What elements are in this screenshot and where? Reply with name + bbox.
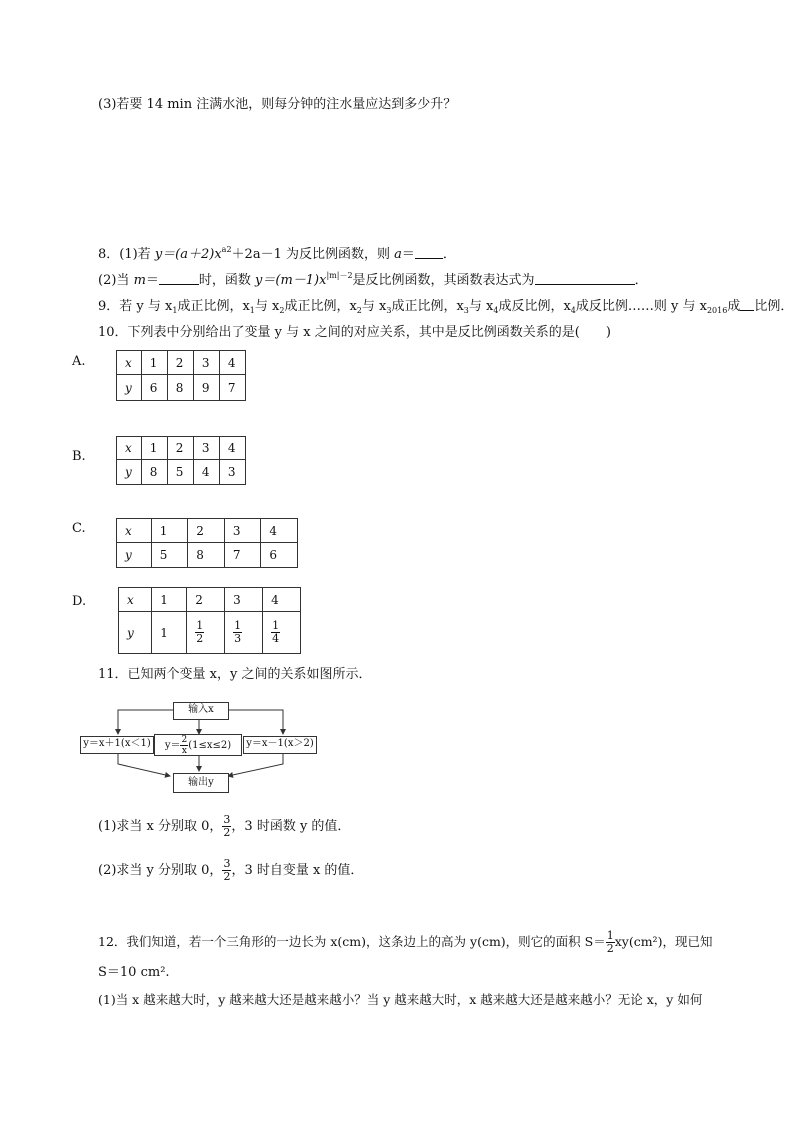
q10-option-c-label: C. [72, 521, 86, 536]
fraction [606, 930, 615, 955]
q8-p2-sup: |m|－2 [326, 271, 353, 280]
q9-t7: 与 x [468, 299, 494, 314]
cell: x [119, 588, 152, 612]
q10-option-d-label: D. [72, 594, 87, 609]
cell: 1 [151, 519, 188, 543]
cell: 4 [263, 588, 301, 612]
cell: 9 [193, 375, 219, 401]
cell: 6 [141, 375, 167, 401]
cell: 1 [141, 351, 167, 375]
q8-p1-eq: ＝ [401, 247, 415, 262]
fraction [195, 620, 204, 645]
q10-option-a-label: A. [72, 354, 86, 369]
q10-option-b-table [116, 436, 246, 485]
q8-p2-mid: 时，函数 [198, 273, 256, 288]
q9-s2: 2 [279, 306, 285, 315]
cell: 4 [219, 437, 245, 460]
cell [225, 612, 263, 654]
numerator: 1 [606, 929, 614, 942]
q8-part1 [98, 246, 456, 263]
q12-part1: (1)当 x 越来越大时，y 越来越大还是越来越小？当 y 越来越大时，x 越来越大还是越来越小？无论 x，y 如何 [98, 992, 703, 1007]
cell: x [117, 519, 152, 543]
cell: y [117, 543, 152, 568]
q8-p1-sup: 2 [226, 245, 232, 254]
q8-p2-blank2[interactable] [535, 272, 635, 285]
q8-p1-end: ． [442, 247, 456, 262]
q9-s3: 3 [386, 306, 392, 315]
cell: 4 [193, 460, 219, 485]
cell: 1 [141, 437, 167, 460]
q9-t6: 成正比例，x [391, 299, 464, 314]
cell: y [117, 375, 142, 401]
cell: 3 [193, 351, 219, 375]
q11-p2-a: (2)求当 y 分别取 0， [98, 863, 223, 878]
q11-p1-b: ，3 时函数 y 的值． [231, 819, 351, 834]
q12-line2: S＝10 cm². [98, 965, 170, 980]
q11-part2 [98, 856, 363, 886]
cell: 2 [167, 351, 193, 375]
q10-option-a-table [116, 350, 246, 401]
denominator: x [181, 746, 187, 756]
q8-p2-text: (2)当 [98, 273, 134, 288]
denominator: 3 [234, 632, 242, 645]
q9-s2016: 2016 [706, 306, 728, 315]
cell: 2 [167, 437, 193, 460]
q9-t4: 成正比例，x [284, 299, 357, 314]
fraction [233, 620, 242, 645]
cell: 3 [219, 460, 245, 485]
numerator: 1 [234, 619, 242, 632]
cell: 8 [167, 375, 193, 401]
numerator: 3 [223, 857, 231, 870]
flow-mid-a: y＝ [164, 740, 181, 751]
cell: 3 [193, 437, 219, 460]
q8-p2-expr: y＝(m－1)x [255, 273, 327, 288]
flow-input-box: 输入x [173, 702, 229, 720]
flow-middle-box [154, 734, 242, 756]
q9-s3b: 3 [463, 306, 469, 315]
q9-s4: 4 [493, 306, 499, 315]
q8-part2 [98, 272, 648, 289]
cell: 5 [167, 460, 193, 485]
q10-option-b-label: B. [72, 449, 86, 464]
q9-t2: 成正比例，x [177, 299, 250, 314]
q8-p1-rest: ＋2a－1 为反比例函数，则 [231, 247, 395, 262]
q11-part1 [98, 812, 350, 842]
cell: x [117, 351, 142, 375]
flow-right-box: y＝x－1(x＞2) [243, 736, 317, 754]
numerator: 2 [181, 735, 188, 745]
denominator: 2 [223, 826, 231, 839]
q9 [98, 298, 793, 315]
q9-s4b: 4 [570, 306, 576, 315]
q8-p1-blank[interactable] [415, 246, 443, 259]
denominator: 2 [223, 870, 231, 883]
q12-stem-b: xy(cm²)，现已知 [614, 934, 713, 949]
numerator: 1 [196, 619, 204, 632]
q7-part3: (3)若要 14 min 注满水池，则每分钟的注水量应达到多少升？ [98, 97, 457, 112]
q12-stem-a: 12．我们知道，若一个三角形的一边长为 x(cm)，这条边上的高为 y(cm)，则它的面积 S＝ [98, 934, 606, 949]
cell: 4 [261, 519, 298, 543]
q9-s2b: 2 [356, 306, 362, 315]
q10-stem: 10．下列表中分别给出了变量 y 与 x 之间的对应关系，其中是反比例函数关系的是( ) [98, 325, 611, 340]
cell: 1 [152, 588, 187, 612]
cell: y [117, 460, 142, 485]
cell: 8 [141, 460, 167, 485]
cell: x [117, 437, 142, 460]
q8-p1-expr: y＝(a＋2)x [154, 247, 222, 262]
q11-p2-b: ，3 时自变量 x 的值． [231, 863, 364, 878]
cell [187, 612, 225, 654]
cell: 2 [188, 519, 225, 543]
q8-p2-eq: ＝ [145, 273, 159, 288]
cell: 7 [219, 375, 245, 401]
q8-p1-text: 8．(1)若 [98, 247, 155, 262]
cell: y [119, 612, 152, 654]
cell: 4 [219, 351, 245, 375]
q9-t3: 与 x [254, 299, 280, 314]
q11-stem: 11．已知两个变量 x，y 之间的关系如图所示． [98, 667, 372, 682]
cell: 3 [224, 519, 261, 543]
flow-mid-b: (1≤x≤2) [188, 740, 232, 751]
cell: 5 [151, 543, 188, 568]
q12-stem [98, 927, 712, 957]
flow-output-box: 输出y [173, 773, 229, 793]
q9-t9: 成反比例……则 y 与 x [575, 299, 707, 314]
q8-p2-end: ． [634, 273, 648, 288]
q8-p2-blank1[interactable] [159, 272, 199, 285]
q8-p2-rest: 是反比例函数，其函数表达式为 [352, 273, 535, 288]
q11-p1-a: (1)求当 x 分别取 0， [98, 819, 223, 834]
q8-p1-var: a [394, 247, 402, 262]
q8-p1-exp: a [221, 245, 227, 254]
q9-t8: 成反比例，x [498, 299, 571, 314]
q10-option-c-table [116, 518, 298, 568]
cell: 1 [152, 612, 187, 654]
numerator: 3 [223, 813, 231, 826]
q10-option-d-table [118, 587, 301, 654]
cell: 2 [187, 588, 225, 612]
q9-blank[interactable] [740, 298, 754, 311]
numerator: 1 [272, 619, 280, 632]
denominator: 2 [606, 942, 614, 955]
q9-t1: 9．若 y 与 x [98, 299, 173, 314]
q9-s1b: 1 [249, 306, 255, 315]
denominator: 2 [196, 632, 204, 645]
cell: 6 [261, 543, 298, 568]
fraction [271, 620, 280, 645]
cell: 7 [224, 543, 261, 568]
q9-t10: 成 [727, 299, 741, 314]
q9-t5: 与 x [361, 299, 387, 314]
flow-left-box: y＝x＋1(x＜1) [80, 736, 154, 754]
q8-p2-m: m [133, 273, 146, 288]
cell [263, 612, 301, 654]
denominator: 4 [272, 632, 280, 645]
cell: 8 [188, 543, 225, 568]
cell: 3 [225, 588, 263, 612]
q9-t11: 比例． [754, 299, 794, 314]
q9-s1: 1 [172, 306, 178, 315]
